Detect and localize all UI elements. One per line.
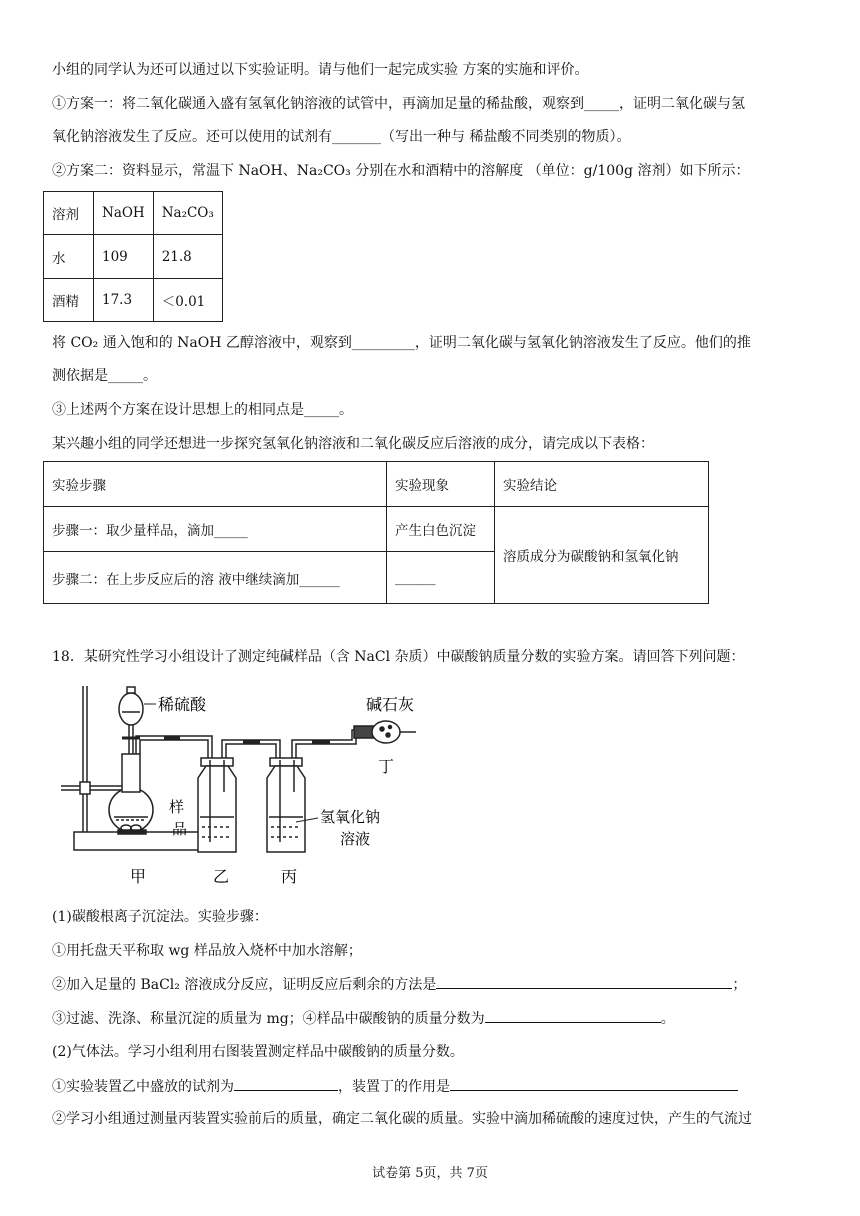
label-sample-1: 样: [169, 798, 185, 816]
solubility-table: [43, 191, 223, 322]
apparatus-diagram: [56, 682, 436, 888]
table-cell: ＜0.01: [153, 279, 222, 322]
label-naoh-2: 溶液: [340, 830, 371, 848]
bottle-yi: [198, 758, 236, 852]
table-header-cell: 溶剂: [44, 192, 94, 235]
q1-step-c-text: ③过滤、洗涤、称量沉淀的质量为 mg；④样品中碳酸钠的质量分数为: [52, 1011, 485, 1027]
q2-step-a: [52, 1076, 738, 1097]
q1-step-b-text: ②加入足量的 BaCl₂ 溶液成分反应，证明反应后剩余的方法是: [52, 977, 437, 993]
common-idea-line: ③上述两个方案在设计思想上的相同点是_____。: [52, 402, 353, 418]
table-cell: 109: [94, 235, 154, 279]
round-flask: [109, 754, 153, 834]
table-cell: 水: [44, 235, 94, 279]
connecting-tubes: [136, 730, 356, 760]
q1-step-b: [52, 974, 746, 995]
table-cell: 产生白色沉淀: [387, 507, 495, 552]
q2-title: (2)气体法。学习小组利用右图装置测定样品中碳酸钠的质量分数。: [52, 1044, 464, 1060]
q1-step-b-end: ；: [732, 977, 747, 993]
label-ding: 丁: [378, 757, 395, 776]
paragraph-intro: 小组的同学认为还可以通过以下实验证明。请与他们一起完成实验 方案的实施和评价。: [52, 62, 589, 78]
experiment-table: [43, 461, 709, 604]
q1-step-c: [52, 1008, 675, 1029]
plan-two-observation-line2: 测依据是_____。: [52, 368, 157, 384]
label-bing: 丙: [281, 867, 298, 886]
label-soda-lime: 碱石灰: [366, 695, 415, 714]
plan-two-observation-line1: 将 CO₂ 通入饱和的 NaOH 乙醇溶液中，观察到_________，证明二氧化碳与氢氧化钠溶液发生了反应。他们的推: [52, 335, 751, 351]
q1-title: (1)碳酸根离子沉淀法。实验步骤：: [52, 909, 268, 925]
table-cell: ______: [387, 552, 495, 604]
label-yi: 乙: [213, 867, 230, 886]
q2-step-a-mid: ，装置丁的作用是: [338, 1079, 450, 1095]
table-header-cell: 实验结论: [495, 462, 709, 507]
table-header-cell: 实验步骤: [44, 462, 387, 507]
table-cell: 21.8: [153, 235, 222, 279]
table-header-cell: NaOH: [94, 192, 154, 235]
table-header-cell: Na₂CO₃: [153, 192, 222, 235]
q1-step-c-end: 。: [660, 1011, 675, 1027]
answer-blank[interactable]: [450, 1076, 738, 1091]
plan-one-line2: 氧化钠溶液发生了反应。还可以使用的试剂有_______（写出一种与 稀盐酸不同类别的物质）。: [52, 129, 631, 145]
table-cell: 17.3: [94, 279, 154, 322]
answer-blank[interactable]: [485, 1008, 661, 1023]
page-footer: 试卷第 5页，共 7页: [372, 1166, 488, 1181]
label-naoh-1: 氢氧化钠: [320, 808, 381, 826]
bottle-bing: [267, 758, 305, 852]
label-jia: 甲: [130, 867, 147, 886]
label-dilute-sulfuric-acid: 稀硫酸: [158, 695, 207, 714]
table-cell: 步骤二：在上步反应后的溶 液中继续滴加______: [44, 552, 387, 604]
q1-step-a: ①用托盘天平称取 wg 样品放入烧杯中加水溶解；: [52, 943, 362, 959]
further-study-line: 某兴趣小组的同学还想进一步探究氢氧化钠溶液和二氧化碳反应后溶液的成分，请完成以下表格：: [52, 436, 654, 452]
q2-step-a-text: ①实验装置乙中盛放的试剂为: [52, 1079, 234, 1095]
table-header-cell: 实验现象: [387, 462, 495, 507]
plan-two-line: ②方案二：资料显示，常温下 NaOH、Na₂CO₃ 分别在水和酒精中的溶解度 （单位：g/100g 溶剂）如下所示：: [52, 163, 750, 179]
label-sample-2: 品: [172, 820, 188, 838]
drying-tube-ding: [354, 721, 416, 743]
plan-one-line1: ①方案一：将二氧化碳通入盛有氢氧化钠溶液的试管中，再滴加足量的稀盐酸，观察到_____，证明二氧化碳与氢: [52, 96, 745, 112]
question-18: 18．某研究性学习小组设计了测定纯碱样品（含 NaCl 杂质）中碳酸钠质量分数的实验方案。请回答下列问题：: [52, 649, 745, 665]
answer-blank[interactable]: [234, 1076, 338, 1091]
table-cell: 溶质成分为碳酸钠和氢氧化钠: [495, 507, 709, 604]
table-cell: 酒精: [44, 279, 94, 322]
table-cell: 步骤一：取少量样品，滴加_____: [44, 507, 387, 552]
answer-blank[interactable]: [436, 974, 732, 989]
q2-step-b: ②学习小组通过测量丙装置实验前后的质量，确定二氧化碳的质量。实验中滴加稀硫酸的速度过快，产生的气流过: [52, 1111, 752, 1127]
